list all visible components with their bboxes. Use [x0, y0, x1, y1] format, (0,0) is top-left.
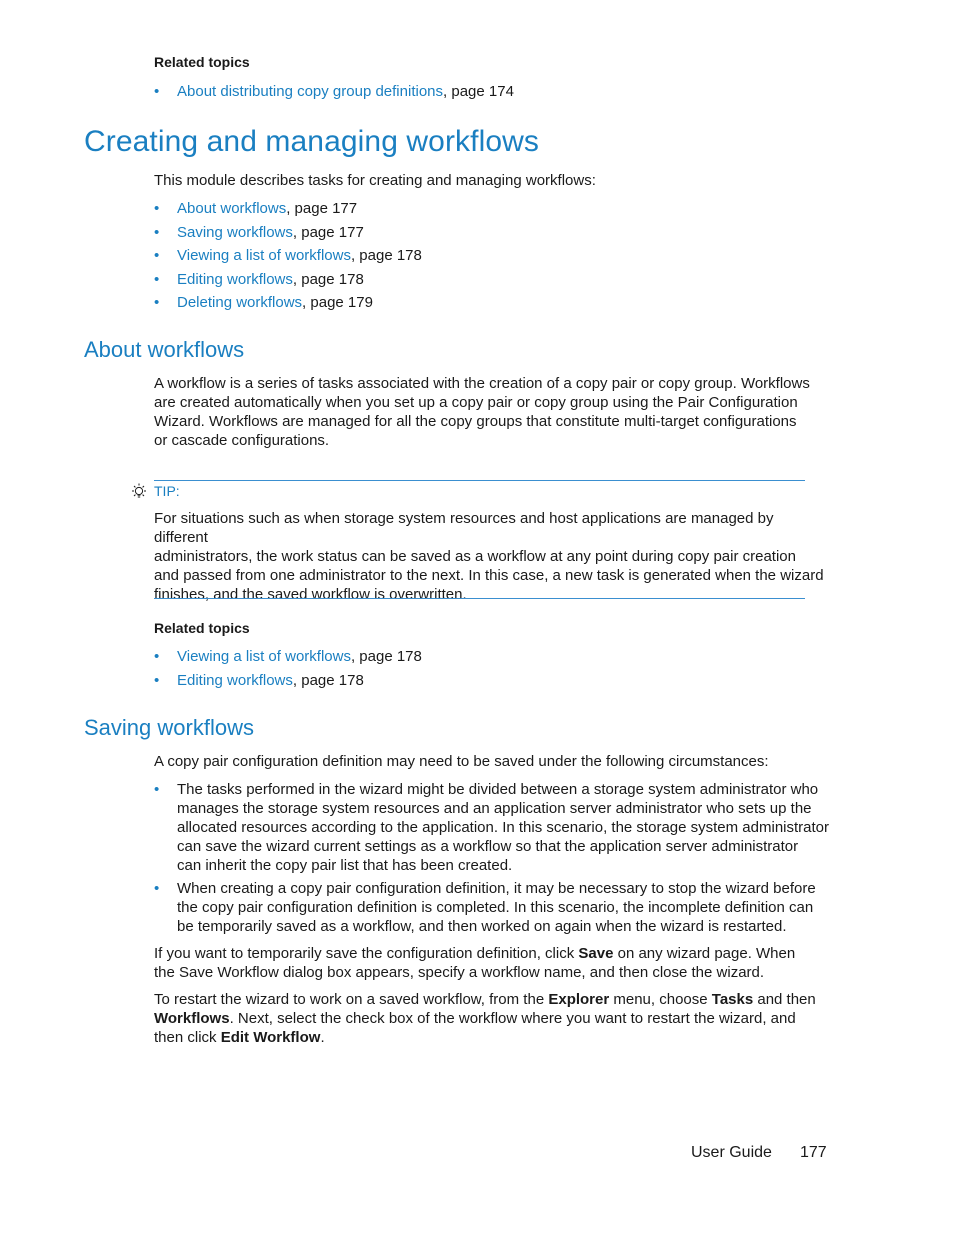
text-line: Workflows. Next, select the check box of the workflow where you want to restart the wizard, and [154, 1010, 796, 1027]
bullet-icon: • [154, 781, 160, 798]
page-ref: , page 178 [292, 270, 364, 288]
bullet-icon: • [154, 270, 160, 288]
topic-link[interactable]: Deleting workflows [177, 294, 303, 311]
text-line: finishes, and the saved workflow is overwritten. [154, 586, 467, 603]
ui-term-save: Save [578, 945, 614, 962]
bullet-icon: • [154, 223, 160, 241]
topic-link[interactable]: Saving workflows [177, 223, 293, 241]
related-topics-list [154, 80, 854, 104]
ui-term-tasks: Tasks [711, 991, 754, 1008]
bullet-icon: • [154, 880, 160, 897]
text-line: and passed from one administrator to the next. In this case, a new task is generated when the wizard [154, 567, 824, 584]
list-item [154, 291, 854, 315]
page-ref: , page 179 [302, 294, 373, 311]
list-item [154, 244, 854, 268]
text-line: A workflow is a series of tasks associated with the creation of a copy pair or copy group. Workflows [154, 375, 810, 392]
tip-bottom-rule [154, 598, 805, 599]
list-item [154, 645, 854, 669]
tip-label: TIP: [154, 483, 180, 499]
intro-text: This module describes tasks for creating and managing workflows: [154, 172, 596, 189]
ui-term-workflows: Workflows [154, 1010, 230, 1027]
text-line: Wizard. Workflows are managed for all the copy groups that constitute multi-target configurations [154, 413, 797, 430]
page-title: Creating and managing workflows [84, 125, 540, 158]
list-item [154, 221, 854, 245]
text-line: The tasks performed in the wizard might be divided between a storage system administrator who [177, 781, 819, 798]
section-heading-about: About workflows [84, 337, 245, 362]
text-line: are created automatically when you set up a copy pair or copy group using the Pair Configuration [154, 394, 798, 411]
saving-intro: A copy pair configuration definition may need to be saved under the following circumstances: [154, 753, 769, 770]
ui-term-edit-workflow: Edit Workflow [220, 1029, 321, 1046]
list-item [154, 669, 854, 693]
bullet-icon: • [154, 648, 160, 665]
topic-link[interactable]: Viewing a list of workflows [177, 648, 351, 665]
section-heading-saving: Saving workflows [84, 715, 254, 740]
text-line: then click Edit Workflow. [154, 1029, 325, 1046]
bullet-icon: • [154, 671, 160, 689]
page-ref: , page 174 [443, 83, 514, 100]
text-line: can save the wizard current settings as a workflow so that the application server administrator [177, 838, 799, 855]
text-line: manages the storage system resources and an application server administrator who sets up the [177, 800, 812, 817]
save-paragraph [154, 944, 844, 982]
ui-term-explorer: Explorer [548, 991, 610, 1008]
related-topics-list [154, 645, 854, 692]
footer-page-number: 177 [800, 1144, 827, 1161]
list-item [154, 879, 844, 936]
tip-paragraph [154, 509, 824, 604]
text-line: or cascade configurations. [154, 432, 330, 449]
bullet-icon: • [154, 83, 160, 100]
topic-link[interactable]: About workflows [177, 200, 287, 217]
related-topics-label: Related topics [154, 620, 250, 636]
topic-link[interactable]: About distributing copy group definitions [177, 83, 444, 100]
bullet-icon: • [154, 200, 160, 217]
text-line: For situations such as when storage system resources and host applications are managed by different [154, 510, 774, 546]
page-ref: , page 178 [292, 671, 364, 689]
text-line: be temporarily saved as a workflow, and then worked on again when the wizard is restarted. [177, 918, 787, 935]
page-ref: , page 177 [292, 223, 364, 241]
module-list [154, 197, 854, 315]
list-item [154, 197, 854, 221]
related-topics-label: Related topics [154, 54, 250, 70]
text-line: If you want to temporarily save the configuration definition, click Save on any wizard page. When [154, 945, 796, 962]
restart-paragraph [154, 990, 844, 1047]
list-item [154, 80, 854, 104]
topic-link[interactable]: Editing workflows [177, 671, 293, 689]
about-paragraph [154, 374, 844, 450]
text-line: When creating a copy pair configuration definition, it may be necessary to stop the wizard before [177, 880, 816, 897]
text-line: the copy pair configuration definition is completed. In this scenario, the incomplete definition can [177, 899, 814, 916]
tip-top-rule [154, 480, 805, 481]
saving-bullets [154, 780, 844, 940]
page-ref: , page 177 [286, 200, 358, 217]
list-item [154, 780, 844, 875]
bullet-icon: • [154, 247, 160, 264]
footer-guide-name: User Guide [691, 1144, 772, 1161]
topic-link[interactable]: Viewing a list of workflows [177, 247, 351, 264]
page-ref: , page 178 [350, 247, 422, 264]
text-line: administrators, the work status can be saved as a workflow at any point during copy pair creation [154, 548, 796, 565]
list-item [154, 268, 854, 292]
bullet-icon: • [154, 294, 160, 311]
lightbulb-icon [129, 482, 149, 502]
text-line: the Save Workflow dialog box appears, specify a workflow name, and then close the wizard. [154, 964, 765, 981]
text-line: To restart the wizard to work on a saved workflow, from the Explorer menu, choose Tasks and then [154, 991, 816, 1008]
page-ref: , page 178 [350, 648, 422, 665]
text-line: allocated resources according to the application. In this scenario, the storage system administrator [177, 819, 830, 836]
topic-link[interactable]: Editing workflows [177, 270, 293, 288]
text-line: can inherit the copy pair list that has been created. [177, 857, 513, 874]
